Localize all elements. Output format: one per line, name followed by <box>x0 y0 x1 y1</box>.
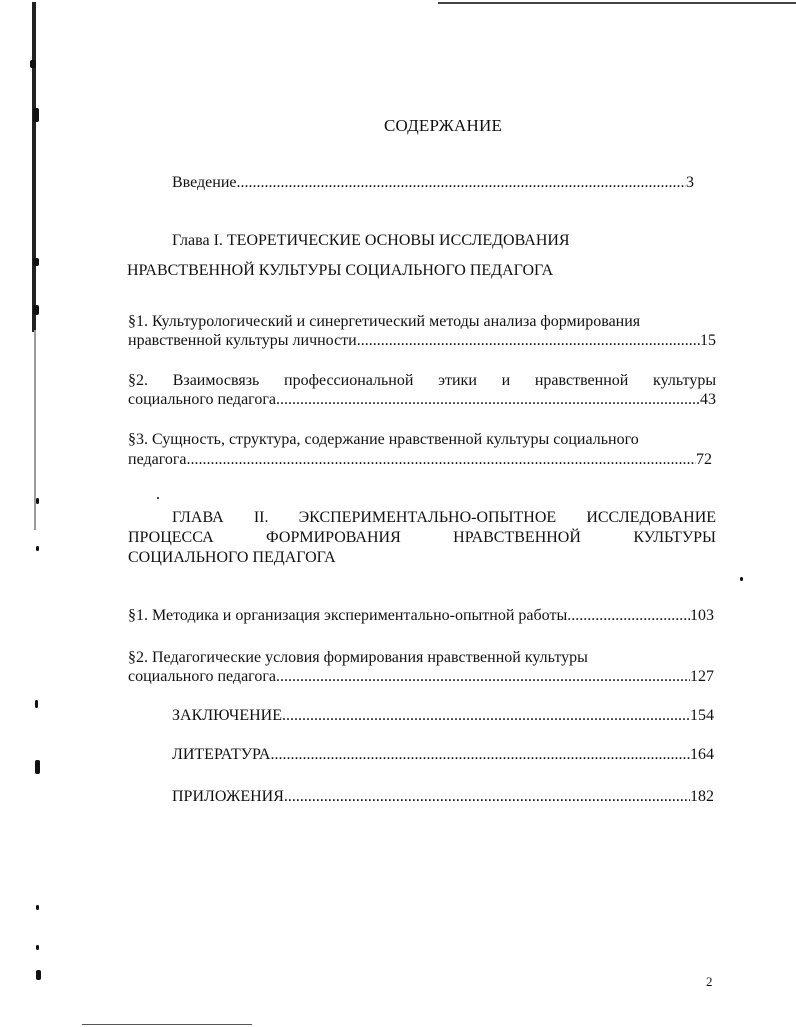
toc-page: 127 <box>690 668 714 685</box>
leader-dots <box>276 667 690 687</box>
word: нравственной <box>534 372 629 389</box>
page-number: 2 <box>706 974 713 989</box>
word: профессиональной <box>284 372 414 389</box>
word: и <box>501 372 511 389</box>
toc-section-2-line1 <box>128 371 716 391</box>
toc-page: 15 <box>700 332 716 349</box>
leader-dots <box>276 390 700 410</box>
word: этики <box>438 372 477 389</box>
leader-dots <box>270 745 690 765</box>
toc-section-3-line2 <box>128 450 712 470</box>
leader-dots <box>357 331 700 351</box>
toc-section-1-line2 <box>128 331 716 351</box>
leader-dots <box>187 450 696 470</box>
word: ИССЛЕДОВАНИЕ <box>586 509 717 526</box>
word: культуры <box>653 372 717 389</box>
word: ГЛАВА <box>172 509 224 526</box>
scan-speck <box>35 760 40 774</box>
scan-edge-top <box>438 2 796 4</box>
word: Взаимосвязь <box>172 372 260 389</box>
toc-entry-intro <box>172 173 694 193</box>
scan-edge-left <box>32 2 36 332</box>
toc-label: §1. Методика и организация экспериментально-опытной работы <box>128 607 568 624</box>
toc-page: 164 <box>690 746 714 763</box>
toc-page: 103 <box>690 607 714 624</box>
toc-entry-appendices <box>172 787 714 807</box>
toc-page: 72 <box>696 451 712 468</box>
leader-dots <box>282 706 690 726</box>
word: КУЛЬТУРЫ <box>633 529 716 546</box>
word: ФОРМИРОВАНИЯ <box>266 529 401 546</box>
toc-label: Введение <box>172 174 237 191</box>
scan-speck <box>30 60 36 68</box>
toc-chapter-2-section-2-line2 <box>128 667 714 687</box>
toc-section-2-line2 <box>128 390 716 410</box>
scan-speck <box>740 577 743 581</box>
toc-label: социального педагога <box>128 391 276 408</box>
toc-page: 182 <box>690 788 714 805</box>
word: §2. <box>128 372 148 389</box>
toc-page: 43 <box>700 391 716 408</box>
toc-chapter-2-section-1 <box>128 606 714 626</box>
scan-speck <box>36 498 39 504</box>
word: II. <box>253 509 269 526</box>
leader-dots <box>567 606 690 626</box>
word: ЭКСПЕРИМЕНТАЛЬНО-ОПЫТНОЕ <box>298 509 557 526</box>
scan-speck <box>35 700 38 708</box>
scan-edge-bottom <box>82 1024 252 1025</box>
scan-speck <box>157 497 159 499</box>
leader-dots <box>284 787 690 807</box>
scan-speck <box>36 970 41 980</box>
chapter-2-heading-line2 <box>128 528 716 548</box>
toc-label: ЛИТЕРАТУРА <box>172 746 271 763</box>
scan-speck <box>36 546 39 551</box>
scan-speck <box>33 305 39 315</box>
page-title: СОДЕРЖАНИЕ <box>383 116 503 135</box>
toc-chapter-2-section-2-line1: §2. Педагогические условия формирования нравственной культуры <box>128 649 588 666</box>
chapter-1-heading-line1: Глава I. ТЕОРЕТИЧЕСКИЕ ОСНОВЫ ИССЛЕДОВАНИЯ <box>172 232 570 249</box>
word: НРАВСТВЕННОЙ <box>453 529 581 546</box>
toc-label: педагога <box>128 451 187 468</box>
toc-entry-literature <box>172 745 714 765</box>
toc-label: социального педагога <box>128 668 276 685</box>
toc-entry-conclusion <box>172 706 714 726</box>
toc-section-3-line1: §3. Сущность, структура, содержание нравственной культуры социального <box>128 431 639 448</box>
chapter-2-heading-line1 <box>172 508 716 528</box>
toc-page: 154 <box>690 707 714 724</box>
chapter-2-heading-line3: СОЦИАЛЬНОГО ПЕДАГОГА <box>128 549 336 566</box>
scan-speck <box>33 258 39 266</box>
scan-speck <box>36 945 39 950</box>
toc-section-1-line1: §1. Культурологический и синергетический методы анализа формирования <box>128 313 641 330</box>
chapter-1-heading-line2: НРАВСТВЕННОЙ КУЛЬТУРЫ СОЦИАЛЬНОГО ПЕДАГОГА <box>127 262 554 279</box>
toc-label: нравственной культуры личности <box>128 332 357 349</box>
leader-dots <box>237 173 687 193</box>
scan-speck <box>36 905 39 910</box>
toc-label: ЗАКЛЮЧЕНИЕ <box>172 707 282 724</box>
toc-page: 3 <box>686 174 694 191</box>
word: ПРОЦЕССА <box>128 529 214 546</box>
toc-label: ПРИЛОЖЕНИЯ <box>172 788 284 805</box>
